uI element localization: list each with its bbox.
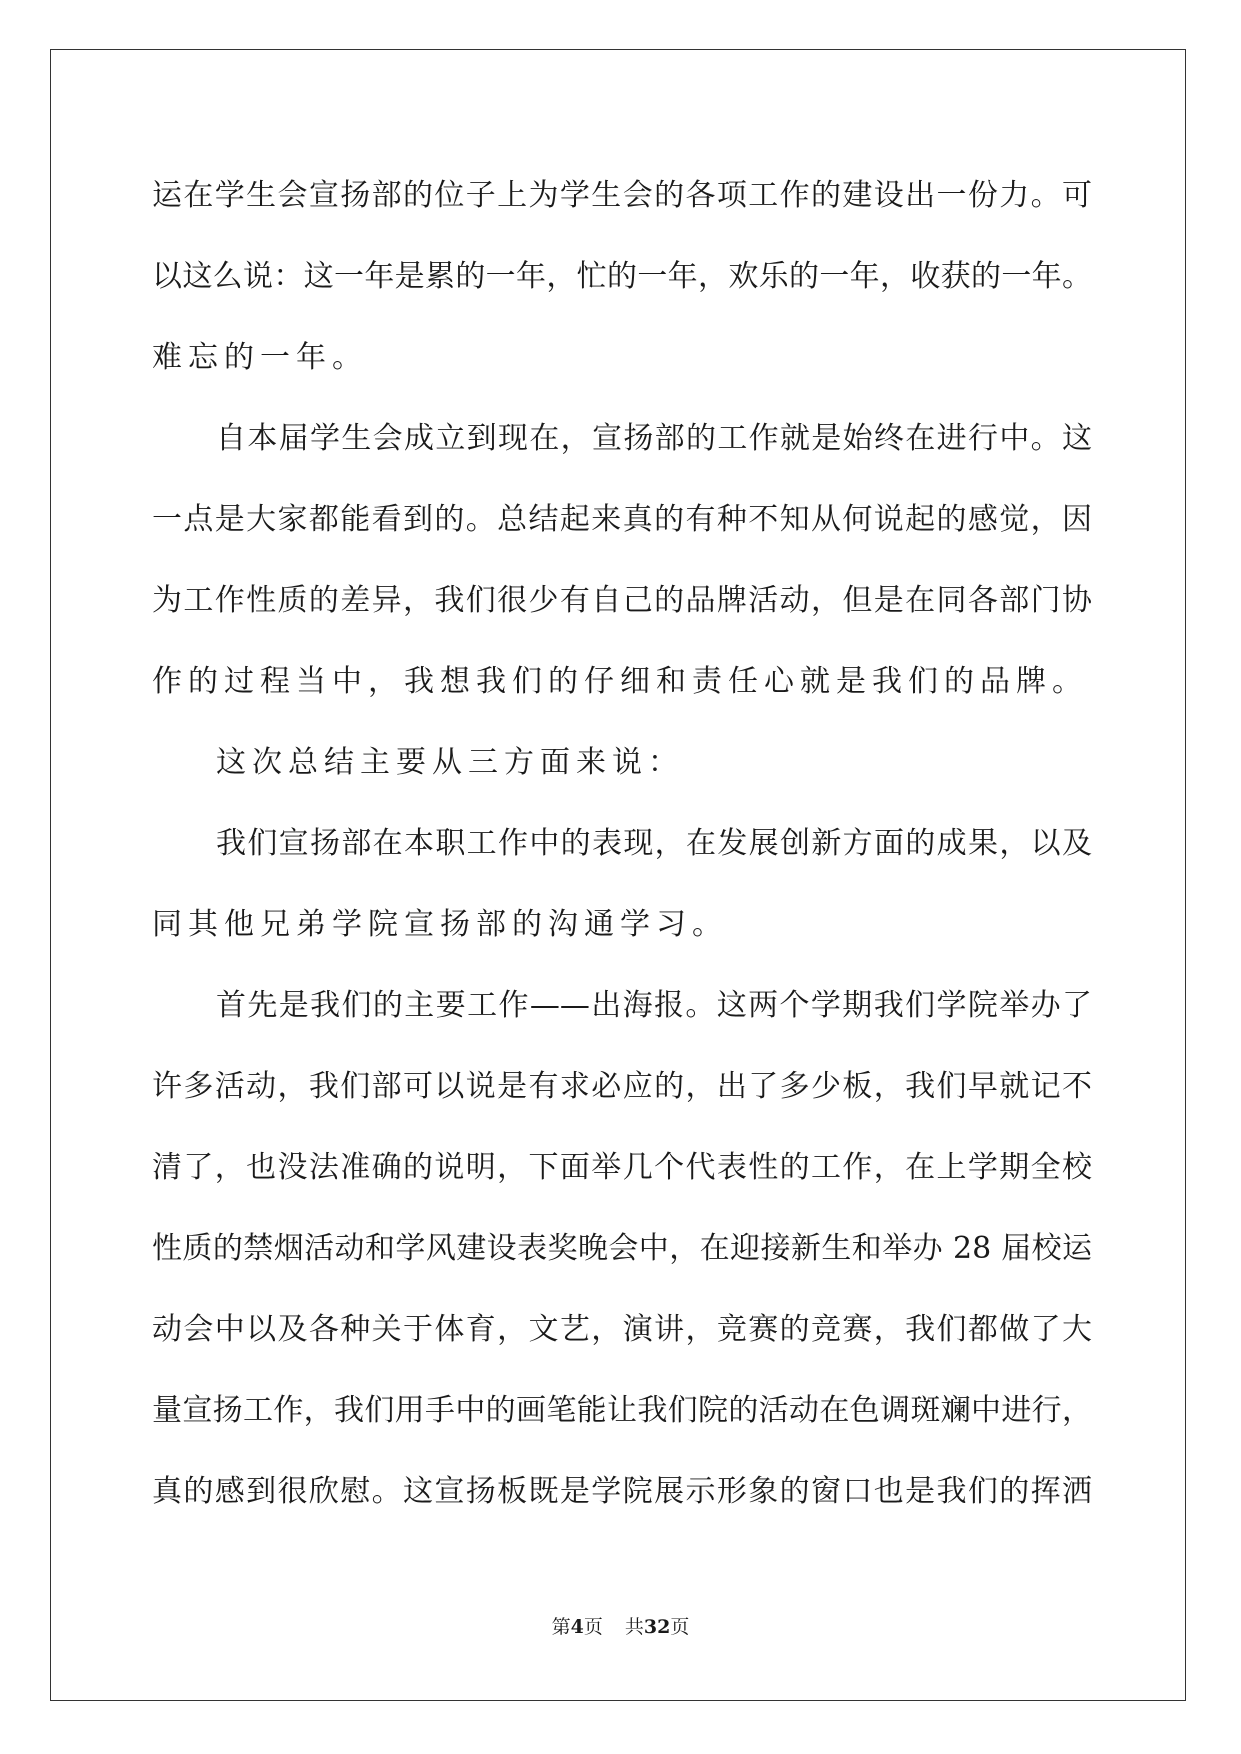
- text-line: 首先是我们的主要工作——出海报。这两个学期我们学院举办了: [216, 988, 1092, 1023]
- page-prefix: 第: [551, 1616, 571, 1638]
- text-line: 同其他兄弟学院宣扬部的沟通学习。: [152, 907, 728, 942]
- text-line: 真的感到很欣慰。这宣扬板既是学院展示形象的窗口也是我们的挥洒: [152, 1474, 1092, 1509]
- text-line: 自本届学生会成立到现在，宣扬部的工作就是始终在进行中。这: [216, 421, 1092, 456]
- text-line: 难忘的一年。: [152, 340, 368, 375]
- total-prefix: 共: [624, 1616, 644, 1638]
- text-line: 作的过程当中，我想我们的仔细和责任心就是我们的品牌。: [152, 664, 1088, 699]
- text-line: 一点是大家都能看到的。总结起来真的有种不知从何说起的感觉，因: [152, 502, 1092, 537]
- text-line: 量宣扬工作，我们用手中的画笔能让我们院的活动在色调斑斓中进行，: [152, 1393, 1092, 1428]
- total-pages: 32: [643, 1616, 671, 1638]
- text-line: 运在学生会宣扬部的位子上为学生会的各项工作的建设出一份力。可: [152, 178, 1092, 213]
- text-line: 以这么说：这一年是累的一年，忙的一年，欢乐的一年，收获的一年。: [152, 259, 1092, 294]
- document-body: [152, 155, 1092, 1532]
- total-suffix: 页: [670, 1616, 690, 1638]
- text-line: 性质的禁烟活动和学风建设表奖晚会中，在迎接新生和举办 28 届校运: [152, 1231, 1092, 1266]
- text-line: 这次总结主要从三方面来说：: [216, 745, 684, 780]
- text-line: 许多活动，我们部可以说是有求必应的，出了多少板，我们早就记不: [152, 1069, 1092, 1104]
- page-footer: [0, 1612, 1241, 1639]
- text-line: 清了，也没法准确的说明，下面举几个代表性的工作，在上学期全校: [152, 1150, 1092, 1185]
- text-line: 为工作性质的差异，我们很少有自己的品牌活动，但是在同各部门协: [152, 583, 1092, 618]
- page-number: 4: [570, 1616, 584, 1638]
- page-suffix: 页: [583, 1616, 603, 1638]
- text-line: 我们宣扬部在本职工作中的表现，在发展创新方面的成果，以及: [216, 826, 1092, 861]
- text-line: 动会中以及各种关于体育，文艺，演讲，竞赛的竞赛，我们都做了大: [152, 1312, 1092, 1347]
